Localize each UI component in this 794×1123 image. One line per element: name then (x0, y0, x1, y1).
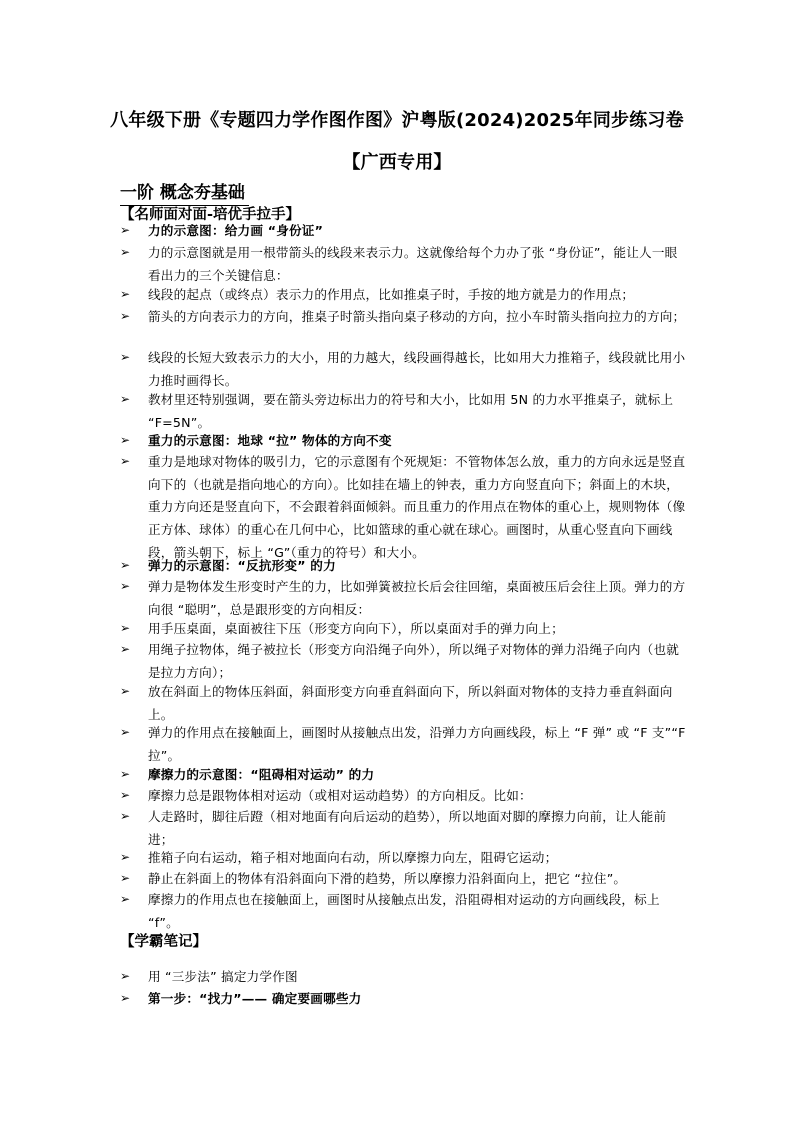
list-item-text: 静止在斜面上的物体有沿斜面向下滑的趋势，所以摩擦力沿斜面向上，把它 “拉住”。 (148, 871, 627, 886)
list-item-text: 线段的起点（或终点）表示力的作用点，比如推桌子时，手按的地方就是力的作用点； (148, 287, 635, 302)
list-item (120, 284, 690, 306)
arrow-bullet-icon: ➢ (120, 725, 131, 739)
list-item-text: 第一步：“找力”—— 确定要画哪些力 (148, 991, 362, 1006)
list-item (120, 306, 690, 352)
list-item-text: 线段的长短大致表示力的大小，用的力越大，线段画得越长，比如用大力推箱子，线段就比用小力推时画得长。 (148, 350, 686, 388)
arrow-bullet-icon: ➢ (120, 287, 131, 301)
list-item (120, 555, 690, 577)
list-item (120, 889, 690, 935)
list-item (120, 430, 690, 452)
list-item (120, 847, 690, 869)
list-item (120, 966, 690, 988)
list-item (120, 868, 690, 890)
list-item-text: 用 “三步法” 搞定力学作图 (148, 969, 298, 984)
list-item (120, 389, 690, 435)
list-item-text: 摩擦力的示意图：“阻碍相对运动” 的力 (148, 767, 375, 782)
document-title: 八年级下册《专题四力学作图作图》沪粤版(2024)2025年同步练习卷 (110, 110, 684, 131)
list-item-text: 弹力是物体发生形变时产生的力，比如弹簧被拉长后会往回缩，桌面被压后会往上顶。弹力的方向很 “聪明”，总是跟形变的方向相反： (148, 579, 686, 617)
arrow-bullet-icon: ➢ (120, 245, 131, 259)
arrow-bullet-icon: ➢ (120, 309, 131, 323)
list-item-text: 重力是地球对物体的吸引力，它的示意图有个死规矩：不管物体怎么放，重力的方向永远是竖直向下的（也就是指向地心的方向）。比如挂在墙上的钟表，重力方向竖直向下；斜面上的木块，重力方向还是竖直向下，不会跟着斜面倾斜。而且重力的作用点在物体的重心上，规则物体（像正方体、球体）的重心在几何中心，比如篮球的重心就在球心。画图时，从重心竖直向下画线段，箭头朝下，标上 “G”（重力的符号）和大小。 (148, 454, 686, 560)
list-item-text: 弹力的作用点在接触面上，画图时从接触点出发，沿弹力方向画线段，标上 “F 弹” 或 “F 支”“F 拉”。 (148, 725, 686, 763)
list-item (120, 451, 690, 560)
arrow-bullet-icon: ➢ (120, 223, 131, 237)
list-item-text: 推箱子向右运动，箱子相对地面向右动，所以摩擦力向左，阻碍它运动； (148, 850, 558, 865)
list-item (120, 785, 690, 807)
list-item (120, 639, 690, 685)
list-item (120, 722, 690, 768)
arrow-bullet-icon: ➢ (120, 433, 131, 447)
list-item-text: 力的示意图：给力画 “身份证” (148, 223, 324, 238)
arrow-bullet-icon: ➢ (120, 871, 131, 885)
list-item (120, 618, 690, 640)
arrow-bullet-icon: ➢ (120, 788, 131, 802)
section-heading: 一阶 概念夯基础 (120, 178, 245, 203)
sub-heading-teacher: 【名师面对面-培优手拉手】 (120, 207, 301, 223)
list-item-text: 摩擦力总是跟物体相对运动（或相对运动趋势）的方向相反。比如： (148, 788, 532, 803)
arrow-bullet-icon: ➢ (120, 767, 131, 781)
arrow-bullet-icon: ➢ (120, 454, 131, 468)
list-item-text: 力的示意图就是用一根带箭头的线段来表示力。这就像给每个力办了张 “身份证”，能让人一眼看出力的三个关键信息： (148, 245, 678, 283)
list-item (120, 806, 690, 852)
arrow-bullet-icon: ➢ (120, 558, 131, 572)
sub-heading-notes: 【学霸笔记】 (120, 934, 207, 950)
list-item-text: 重力的示意图：地球 “拉” 物体的方向不变 (148, 433, 392, 448)
list-item-text: 教材里还特别强调，要在箭头旁边标出力的符号和大小，比如用 5N 的力水平推桌子，就标上 “F=5N”。 (148, 392, 674, 430)
arrow-bullet-icon: ➢ (120, 892, 131, 906)
list-item (120, 764, 690, 786)
arrow-bullet-icon: ➢ (120, 579, 131, 593)
document-subtitle: 【广西专用】 (342, 152, 452, 173)
arrow-bullet-icon: ➢ (120, 969, 131, 983)
list-item-text: 放在斜面上的物体压斜面，斜面形变方向垂直斜面向下，所以斜面对物体的支持力垂直斜面向上。 (148, 684, 673, 722)
arrow-bullet-icon: ➢ (120, 642, 131, 656)
arrow-bullet-icon: ➢ (120, 991, 131, 1005)
list-item-text: 弹力的示意图：“反抗形变” 的力 (148, 558, 336, 573)
arrow-bullet-icon: ➢ (120, 684, 131, 698)
list-item-text: 用绳子拉物体，绳子被拉长（形变方向沿绳子向外），所以绳子对物体的弹力沿绳子向内（也就是拉力方向）； (148, 642, 680, 680)
arrow-bullet-icon: ➢ (120, 621, 131, 635)
list-item (120, 220, 690, 242)
list-item (120, 681, 690, 727)
arrow-bullet-icon: ➢ (120, 809, 131, 823)
list-item-text: 人走路时，脚往后蹬（相对地面有向后运动的趋势），所以地面对脚的摩擦力向前，让人能前进； (148, 809, 667, 847)
list-item (120, 576, 690, 622)
list-item (120, 242, 690, 288)
arrow-bullet-icon: ➢ (120, 850, 131, 864)
list-item (120, 988, 690, 1010)
arrow-bullet-icon: ➢ (120, 392, 131, 406)
list-item-text: 摩擦力的作用点也在接触面上，画图时从接触点出发，沿阻碍相对运动的方向画线段，标上 “f”。 (148, 892, 660, 930)
arrow-bullet-icon: ➢ (120, 350, 131, 364)
list-item-text: 箭头的方向表示力的方向，推桌子时箭头指向桌子移动的方向，拉小车时箭头指向拉力的方向； (148, 309, 686, 324)
list-item-text: 用手压桌面，桌面被往下压（形变方向向下），所以桌面对手的弹力向上； (148, 621, 564, 636)
list-item (120, 347, 690, 393)
